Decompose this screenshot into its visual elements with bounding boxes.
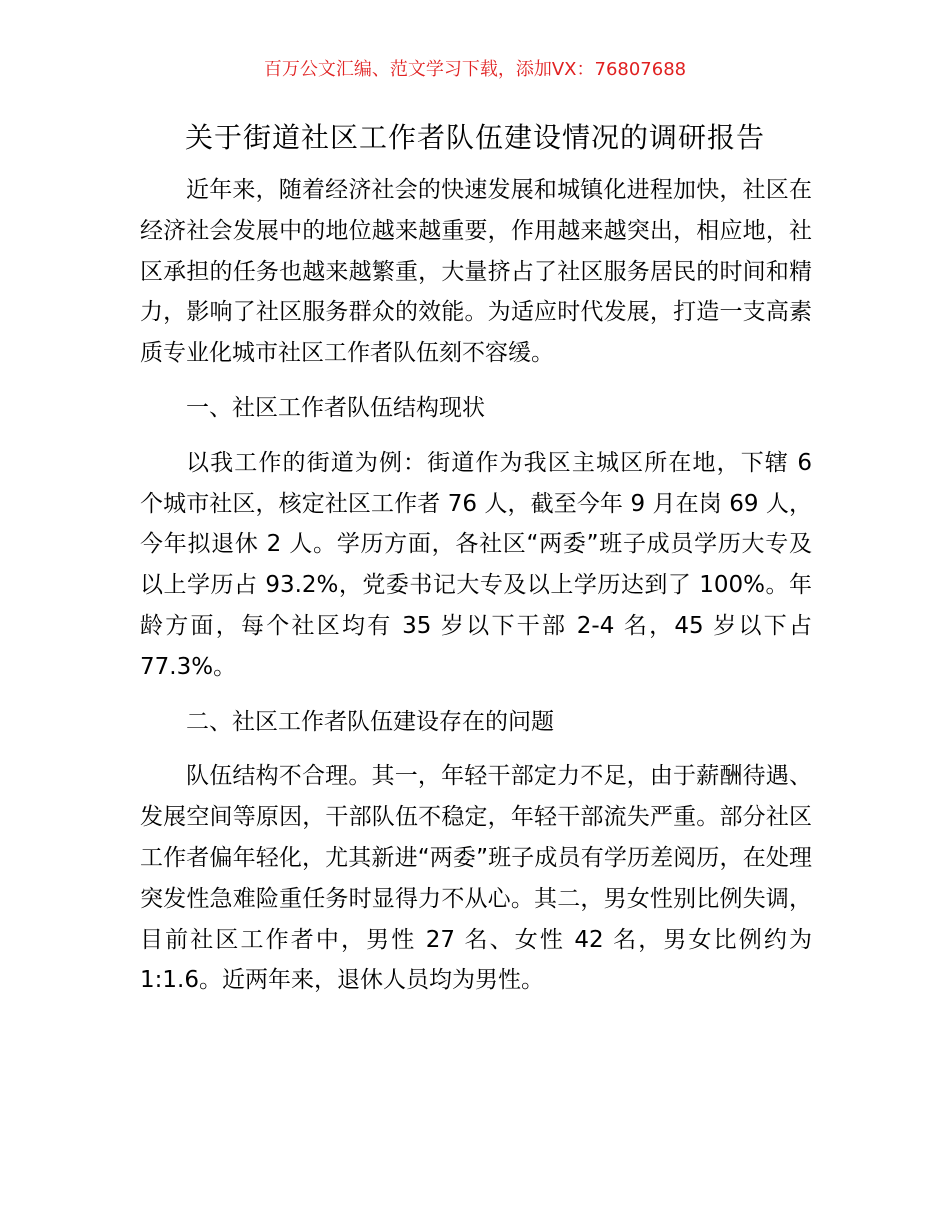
paragraph-problems: 队伍结构不合理。其一，年轻干部定力不足，由于薪酬待遇、发展空间等原因，干部队伍不稳定，年轻干部流失严重。部分社区工作者偏年轻化，尤其新进“两委”班子成员有学历差阅历，在处理突发性急难险重任务时显得力不从心。其二，男女性别比例失调，目前社区工作者中，男性 27 名、女性 42 名，男女比例约为 1:1.6。近两年来，退休人员均为男性。 xyxy=(140,763,812,994)
document-title: 关于街道社区工作者队伍建设情况的调研报告 xyxy=(184,121,765,154)
paragraph-structure-status: 以我工作的街道为例：街道作为我区主城区所在地，下辖 6 个城市社区，核定社区工作者 76 人，截至今年 9 月在岗 69 人，今年拟退休 2 人。学历方面，各社区“两委”班子成员学历大专及以上学历占 93.2%，党委书记大专及以上学历达到了 100%。年龄方面，每个社区均有 35 岁以下干部 2-4 名，45 岁以下占 77.3%。 xyxy=(140,449,812,680)
paragraph-intro: 近年来，随着经济社会的快速发展和城镇化进程加快，社区在经济社会发展中的地位越来越重要，作用越来越突出，相应地，社区承担的任务也越来越繁重，大量挤占了社区服务居民的时间和精力，影响了社区服务群众的效能。为适应时代发展，打造一支高素质专业化城市社区工作者队伍刻不容缓。 xyxy=(140,177,812,367)
section-heading-1: 一、社区工作者队伍结构现状 xyxy=(186,394,485,421)
section-heading-2: 二、社区工作者队伍建设存在的问题 xyxy=(186,708,554,735)
document-body xyxy=(140,170,812,1015)
watermark-banner: 百万公文汇编、范文学习下载，添加VX：76807688 xyxy=(263,59,687,80)
